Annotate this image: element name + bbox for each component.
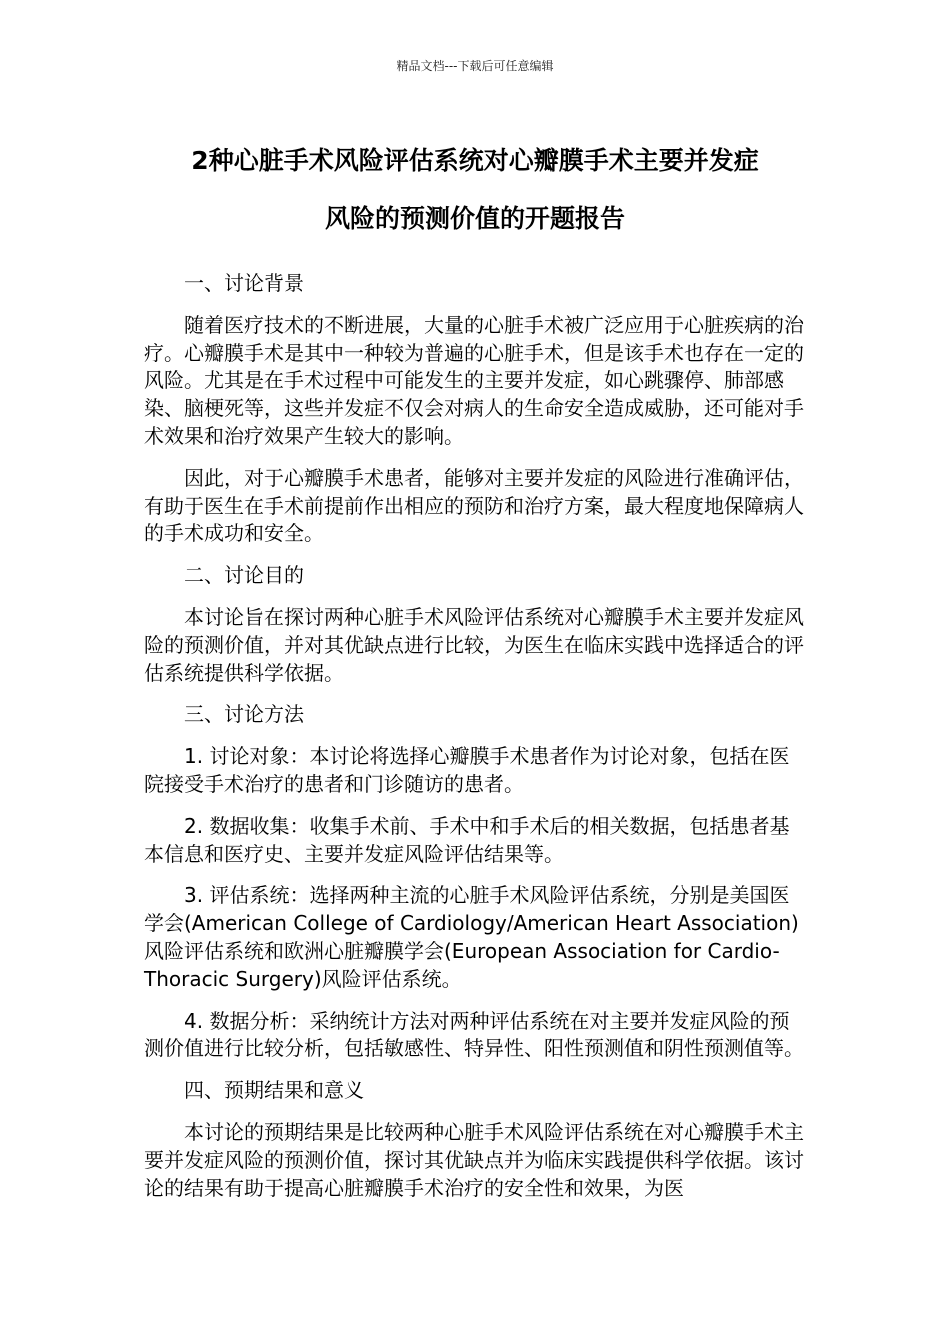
section-heading-background: 一、讨论背景: [184, 271, 304, 295]
document-title: [110, 132, 840, 248]
method-item-4: 4. 数据分析：采纳统计方法对两种评估系统在对主要并发症风险的预测价值进行比较分析，包括敏感性、特异性、阳性预测值和阴性预测值等。: [144, 1008, 804, 1061]
method-item-3: 3. 评估系统：选择两种主流的心脏手术风险评估系统，分别是美国医学会(American College of Cardiology/American Heart Association)风险评估系统和欧洲心脏瓣膜学会(European Association for Cardio-Thoracic Surgery)风险评估系统。: [144, 883, 799, 991]
paragraph-purpose-1: 本讨论旨在探讨两种心脏手术风险评估系统对心瓣膜手术主要并发症风险的预测价值，并对其优缺点进行比较，为医生在临床实践中选择适合的评估系统提供科学依据。: [144, 604, 804, 685]
section-heading-method: 三、讨论方法: [184, 702, 304, 727]
method-item-2: 2. 数据收集：收集手术前、手术中和手术后的相关数据，包括患者基本信息和医疗史、主要并发症风险评估结果等。: [144, 813, 790, 866]
header-note: 精品文档---下载后可任意编辑: [396, 59, 554, 73]
section-heading-purpose: 二、讨论目的: [184, 563, 304, 588]
document-body: [144, 270, 806, 1216]
paragraph-background-1: 随着医疗技术的不断进展，大量的心脏手术被广泛应用于心脏疾病的治疗。心瓣膜手术是其中一种较为普遍的心脏手术，但是该手术也存在一定的风险。尤其是在手术过程中可能发生的主要并发症，如心跳骤停、肺部感染、脑梗死等，这些并发症不仅会对病人的生命安全造成威胁，还可能对手术效果和治疗效果产生较大的影响。: [144, 312, 804, 448]
section-heading-results: 四、预期结果和意义: [184, 1078, 364, 1103]
paragraph-background-2: 因此，对于心瓣膜手术患者，能够对主要并发症的风险进行准确评估，有助于医生在手术前提前作出相应的预防和治疗方案，最大程度地保障病人的手术成功和安全。: [144, 465, 804, 546]
method-item-1: 1. 讨论对象：本讨论将选择心瓣膜手术患者作为讨论对象，包括在医院接受手术治疗的患者和门诊随访的患者。: [144, 744, 790, 796]
paragraph-results-1: 本讨论的预期结果是比较两种心脏手术风险评估系统在对心瓣膜手术主要并发症风险的预测价值，探讨其优缺点并为临床实践提供科学依据。该讨论的结果有助于提高心脏瓣膜手术治疗的安全性和效果，为医: [144, 1119, 804, 1200]
title-line-1: 2种心脏手术风险评估系统对心瓣膜手术主要并发症: [191, 146, 759, 175]
title-line-2: 风险的预测价值的开题报告: [324, 204, 625, 233]
